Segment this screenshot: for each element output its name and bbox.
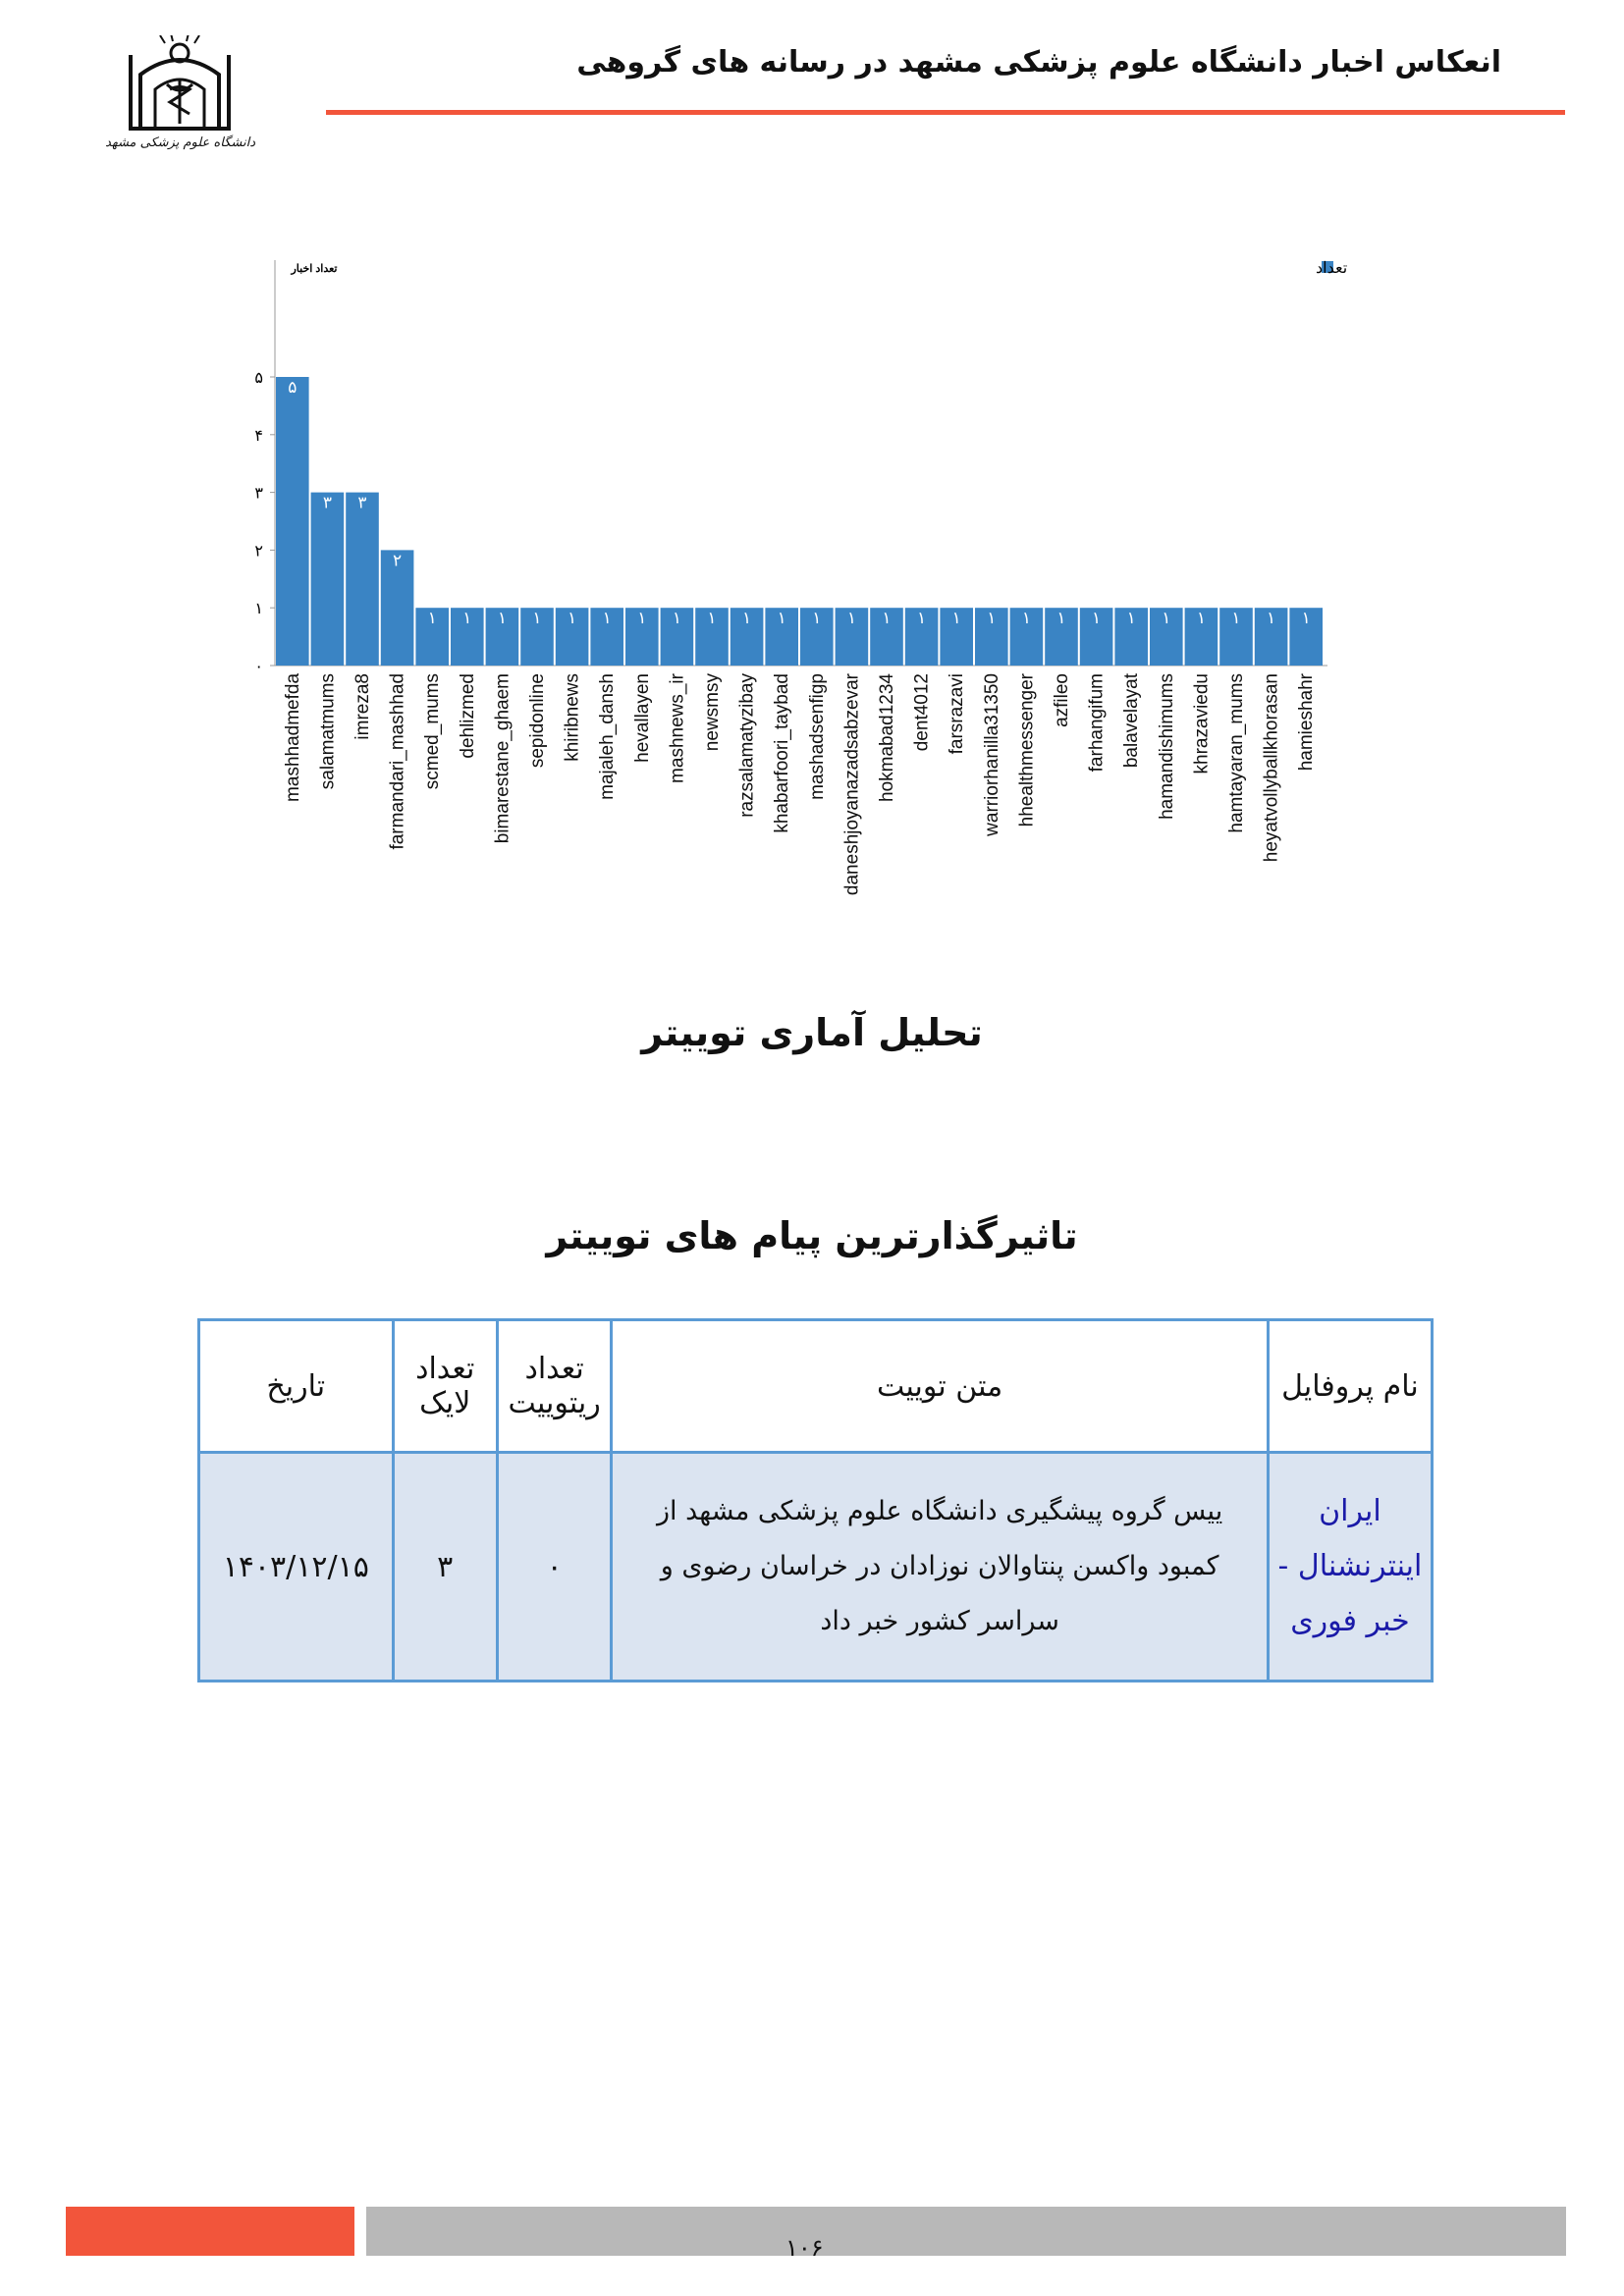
x-tick-label: khiribnews <box>562 673 583 762</box>
bar-value-label: ۱ <box>427 609 437 628</box>
section-heading: تحلیل آماری توییتر <box>641 1011 983 1054</box>
x-tick-label: imreza8 <box>352 673 373 740</box>
bar-value-label: ۱ <box>532 609 542 628</box>
cell-retweets: ۰ <box>497 1453 611 1682</box>
x-tick-label: mashhadmefda <box>282 673 303 802</box>
bar-value-label: ۳ <box>357 493 367 512</box>
bar-value-label: ۳ <box>322 493 332 512</box>
bar-value-label: ۱ <box>707 609 717 628</box>
bar-value-label: ۱ <box>987 609 997 628</box>
cell-tweet-text: ییس گروه پیشگیری دانشگاه علوم پزشکی مشهد از کمبود واکسن پنتاوالان نوزادان در خراسان رضوی و سراسر کشور خبر داد <box>612 1453 1269 1682</box>
x-tick-label: balavelayat <box>1121 673 1143 769</box>
bar-value-label: ۱ <box>672 609 681 628</box>
header-rule <box>326 110 1565 115</box>
header-title: انعکاس اخبار دانشگاه علوم پزشکی مشهد در رسانه های گروهی <box>576 45 1501 80</box>
chart-svg <box>236 245 1365 962</box>
chart-bar <box>276 377 309 666</box>
x-tick-label: hhealthmessenger <box>1016 673 1038 828</box>
bar-value-label: ۲ <box>393 551 403 570</box>
bar-value-label: ۱ <box>1231 609 1241 628</box>
bar-value-label: ۱ <box>1056 609 1066 628</box>
y-tick-label: ۲ <box>254 543 263 561</box>
x-tick-label: azfileo <box>1052 673 1072 727</box>
x-tick-label: hamandishimums <box>1156 673 1177 820</box>
x-tick-label: mashadsenfigp <box>806 673 828 800</box>
bar-value-label: ۱ <box>1196 609 1206 628</box>
x-tick-label: dent4012 <box>911 673 933 752</box>
y-tick-label: ۱ <box>254 601 263 618</box>
table-row <box>199 1453 1433 1682</box>
header-text: متن توییت <box>612 1320 1269 1453</box>
y-tick-label: ۴ <box>254 427 263 445</box>
x-tick-label: farhangifum <box>1086 673 1108 773</box>
x-tick-label: hokmabad1234 <box>877 673 897 802</box>
bar-value-label: ۱ <box>462 609 472 628</box>
chart-bar <box>346 493 379 666</box>
x-tick-label: farmandari_mashhad <box>387 673 408 850</box>
header-date: تاریخ <box>199 1320 394 1453</box>
x-tick-label: farsrazavi <box>947 673 968 755</box>
bar-value-label: ۱ <box>777 609 786 628</box>
y-axis-label: تعداد اخبار <box>291 263 338 275</box>
footer-gray-bar <box>366 2207 1566 2256</box>
table-header-row <box>199 1320 1433 1453</box>
bar-value-label: ۵ <box>288 378 298 397</box>
logo-caption: دانشگاه علوم پزشکی مشهد <box>105 135 255 150</box>
x-tick-label: majaleh_dansh <box>597 673 619 800</box>
bar-value-label: ۱ <box>882 609 892 628</box>
x-tick-label: newsmsy <box>702 673 723 752</box>
university-logo <box>105 35 255 169</box>
x-tick-label: salamatmums <box>317 673 339 790</box>
x-tick-label: khabarfoori_taybad <box>772 673 793 833</box>
bar-value-label: ۱ <box>568 609 577 628</box>
x-tick-label: razsalamatyzibay <box>736 673 758 818</box>
x-tick-label: dehlizmed <box>457 673 478 759</box>
bar-value-label: ۱ <box>742 609 752 628</box>
y-tick-label: ۳ <box>254 485 263 503</box>
x-tick-label: warriorhanilla31350 <box>981 673 1002 836</box>
cell-date: ۱۴۰۳/۱۲/۱۵ <box>199 1453 394 1682</box>
news-count-chart <box>236 245 1365 962</box>
x-tick-label: khrazaviedu <box>1191 673 1213 774</box>
tweets-table <box>197 1318 1434 1682</box>
x-tick-label: heyatvollyballkhorasan <box>1261 673 1282 863</box>
bar-value-label: ۱ <box>637 609 647 628</box>
y-tick-label: ۰ <box>254 659 263 675</box>
header-likes: تعداد لایک <box>393 1320 497 1453</box>
bar-value-label: ۱ <box>846 609 856 628</box>
bar-value-label: ۱ <box>602 609 612 628</box>
bar-value-label: ۱ <box>917 609 927 628</box>
bar-value-label: ۱ <box>1126 609 1136 628</box>
footer-accent-bar <box>66 2207 354 2256</box>
bar-value-label: ۱ <box>1092 609 1102 628</box>
bar-value-label: ۱ <box>1301 609 1311 628</box>
x-tick-label: hamieshahr <box>1296 673 1318 772</box>
y-tick-label: ۵ <box>254 370 263 387</box>
table-heading: تاثیرگذارترین پیام های توییتر <box>546 1214 1078 1257</box>
bar-value-label: ۱ <box>1267 609 1276 628</box>
x-tick-label: scmed_mums <box>422 673 444 790</box>
x-tick-label: hamtayaran_mums <box>1226 673 1247 833</box>
bar-value-label: ۱ <box>497 609 507 628</box>
legend-label: تعداد <box>1316 260 1348 277</box>
x-tick-label: daneshjoyanazadsabzevar <box>841 673 863 896</box>
cell-profile[interactable]: ایران اینترنشنال - خبر فوری <box>1268 1453 1432 1682</box>
bar-value-label: ۱ <box>951 609 961 628</box>
x-tick-label: sepidonline <box>527 673 548 769</box>
x-tick-label: bimarestane_ghaem <box>492 673 514 844</box>
header-profile: نام پروفایل <box>1268 1320 1432 1453</box>
x-tick-label: hevallayen <box>631 673 653 763</box>
bar-value-label: ۱ <box>1021 609 1031 628</box>
chart-bar <box>311 493 345 666</box>
bar-value-label: ۱ <box>1162 609 1171 628</box>
bar-value-label: ۱ <box>812 609 822 628</box>
page-number: ۱۰۶ <box>785 2234 824 2262</box>
header-retweets: تعداد ریتوییت <box>497 1320 611 1453</box>
cell-likes: ۳ <box>393 1453 497 1682</box>
x-tick-label: mashnews_ir <box>667 673 688 783</box>
